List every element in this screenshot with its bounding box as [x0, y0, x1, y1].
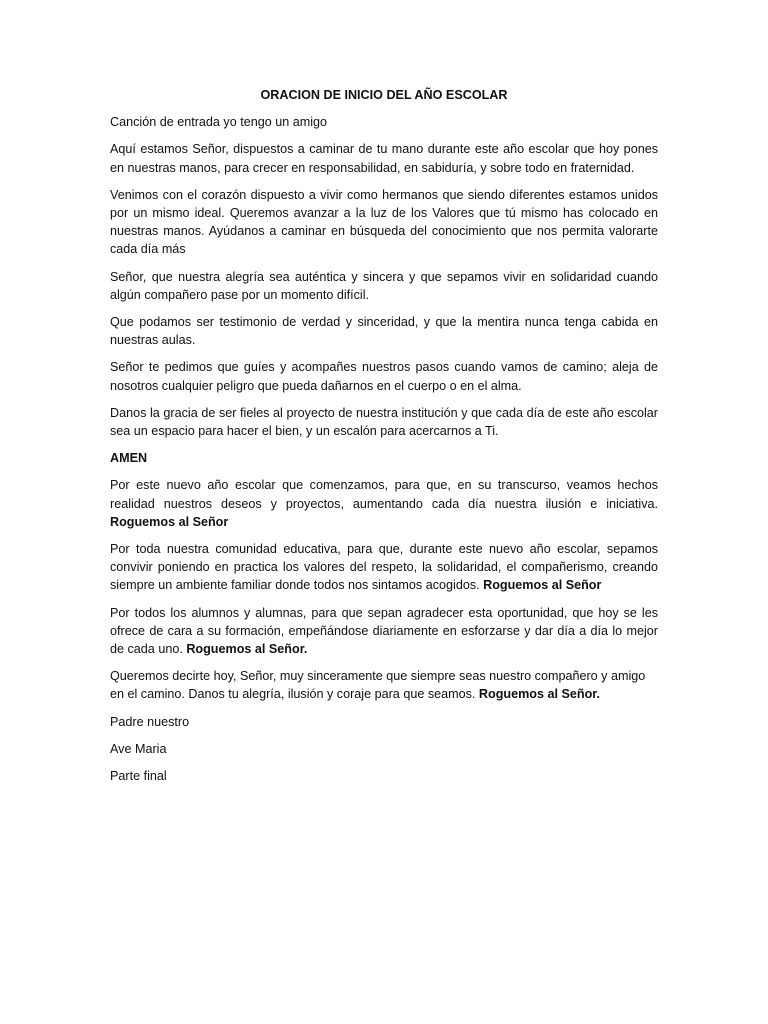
petition-students: [110, 604, 658, 659]
document-title: ORACION DE INICIO DEL AÑO ESCOLAR: [260, 88, 508, 102]
paragraph-testimony: Que podamos ser testimonio de verdad y sinceridad, y que la mentira nunca tenga cabida en nuestras aulas.: [110, 315, 658, 348]
amen-heading: AMEN: [110, 451, 148, 466]
paragraph-joy: Señor, que nuestra alegría sea auténtica y sincera y que sepamos vivir en solidaridad cuando algún compañero pase por un momento difícil.: [110, 269, 658, 302]
petition-text: Por este nuevo año escolar que comenzamos, para que, en su transcurso, veamos hechos realidad nuestros deseos y proyectos, aumentando cada día nuestra ilusión e iniciativa.: [110, 478, 658, 511]
petition-companion: [110, 667, 658, 703]
prayer-hail-mary: Ave Maria: [110, 741, 167, 756]
petition-text: Por toda nuestra comunidad educativa, para que, durante este nuevo año escolar, sepamos convivir poniendo en practica los valores del respeto, la solidaridad, el compañerismo, creando siempre un ambiente familiar donde todos nos sintamos acogidos.: [110, 542, 658, 593]
petition-response: Roguemos al Señor.: [478, 687, 600, 702]
petition-response: Roguemos al Señor.: [186, 642, 308, 657]
petition-text: Por todos los alumnos y alumnas, para que sepan agradecer esta oportunidad, que hoy se les ofrece de cara a su formación, empeñándose diariamente en esforzarse y dar día a día lo mejor de cada uno.: [110, 605, 658, 657]
petition-response: Roguemos al Señor: [483, 578, 602, 593]
petition-new-year: [110, 476, 658, 531]
final-part: Parte final: [110, 769, 167, 784]
petition-response: Roguemos al Señor: [110, 514, 229, 529]
paragraph-grace: Danos la gracia de ser fieles al proyecto de nuestra institución y que cada día de este año escolar sea un espacio para hacer el bien, y un escalón para acercarnos a Ti.: [110, 405, 658, 439]
prayer-our-father: Padre nuestro: [110, 714, 190, 729]
paragraph-opening: Aquí estamos Señor, dispuestos a caminar de tu mano durante este año escolar que hoy pones en nuestras manos, para crecer en responsabilidad, en sabiduría, y sobre todo en fraternidad.: [110, 142, 658, 175]
paragraph-guide: Señor te pedimos que guíes y acompañes nuestros pasos cuando vamos de camino; aleja de nosotros cualquier peligro que pueda dañarnos en el cuerpo o en el alma.: [110, 360, 658, 393]
petition-community: [110, 540, 658, 595]
paragraph-brothers: Venimos con el corazón dispuesto a vivir como hermanos que siendo diferentes estamos unidos por un mismo ideal. Queremos avanzar a la luz de los Valores que tú mismo has colocado en nuestras manos. Ayúdanos a caminar en búsqueda del conocimiento que nos permita valorarte cada día más: [110, 187, 658, 257]
paragraph-entrance-song: Canción de entrada yo tengo un amigo: [110, 115, 328, 130]
petition-text: Queremos decirte hoy, Señor, muy sinceramente que siempre seas nuestro compañero y amigo en el camino. Danos tu alegría, ilusión y coraje para que seamos.: [110, 669, 646, 702]
